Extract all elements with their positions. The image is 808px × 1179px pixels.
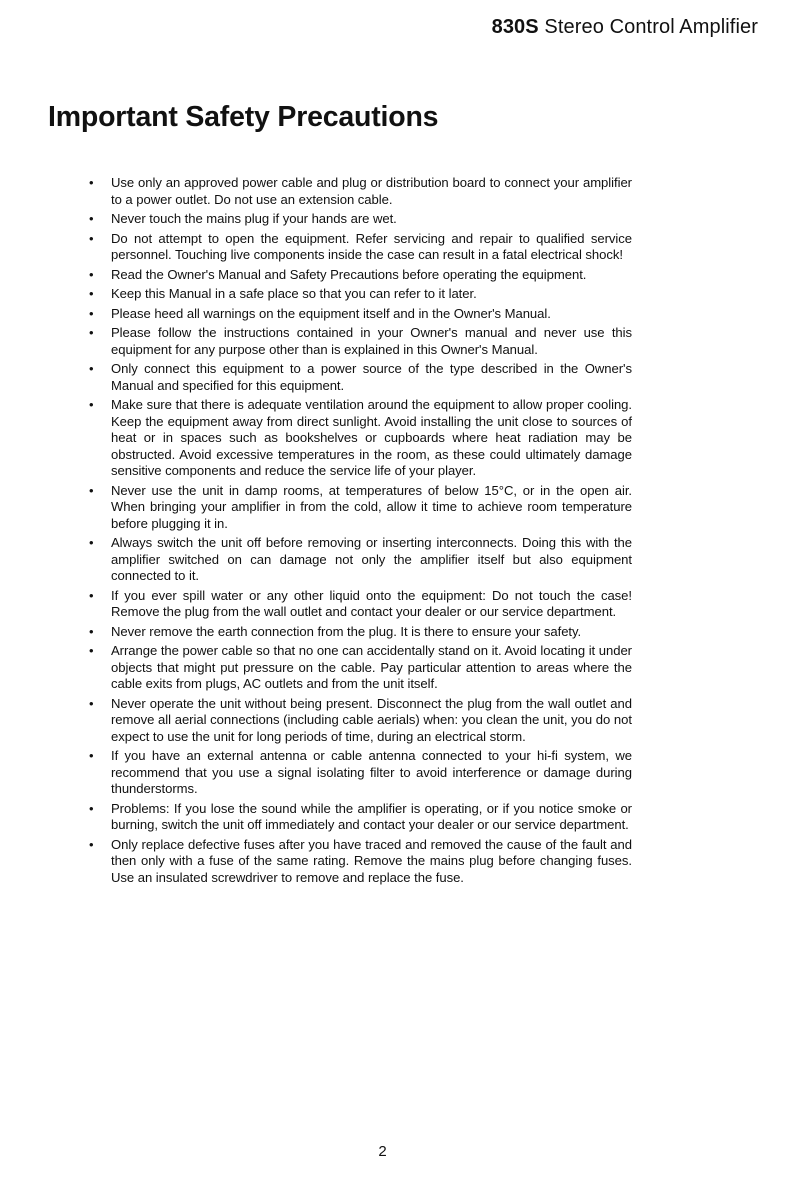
precaution-item: [89, 267, 632, 284]
precaution-text: Keep this Manual in a safe place so that you can refer to it later.: [111, 286, 477, 301]
precaution-text: Never use the unit in damp rooms, at temperatures of below 15°C, or in the open air. When bringing your amplifier in from the cold, allow it time to achieve room temperature before plugging it in.: [111, 482, 632, 531]
bullet-icon: •: [89, 305, 94, 321]
precaution-item: [89, 325, 632, 358]
precaution-text: Please follow the instructions contained in your Owner's manual and never use this equipment for any purpose other than is explained in this Owner's Manual.: [111, 325, 632, 357]
precaution-text: If you ever spill water or any other liquid onto the equipment: Do not touch the case! Remove the plug from the wall outlet and contact your dealer or our service department.: [111, 587, 632, 619]
bullet-icon: •: [89, 748, 94, 763]
precaution-item: [89, 801, 632, 834]
bullet-icon: •: [89, 587, 94, 603]
precaution-text: Please heed all warnings on the equipment itself and in the Owner's Manual.: [111, 305, 551, 321]
precaution-text: Do not attempt to open the equipment. Refer servicing and repair to qualified service personnel. Touching live components inside the case can result in a fatal electrical shock!: [111, 230, 632, 262]
precaution-item: [89, 397, 632, 480]
precaution-item: [89, 483, 632, 533]
precaution-item: [89, 306, 632, 323]
precaution-item: [89, 696, 632, 746]
precaution-item: [89, 286, 632, 303]
page-title: Important Safety Precautions: [48, 101, 439, 133]
precaution-text: Use only an approved power cable and plug or distribution board to connect your amplifier to a power outlet. Do not use an extension cable.: [111, 175, 632, 207]
precaution-item: [89, 588, 632, 621]
precaution-text: Only replace defective fuses after you have traced and removed the cause of the fault and then only with a fuse of the same rating. Remove the mains plug before changing fuses. Use an insulated screwdriver to remove and replace the fuse.: [111, 836, 632, 885]
header-model: 830S: [491, 16, 539, 38]
bullet-icon: •: [89, 482, 94, 498]
precaution-item: [89, 175, 632, 208]
bullet-icon: •: [89, 325, 94, 340]
bullet-icon: •: [89, 836, 94, 852]
header-product: Stereo Control Amplifier: [544, 16, 758, 38]
precaution-item: [89, 361, 632, 394]
page-number: 2: [378, 1143, 387, 1160]
bullet-icon: •: [89, 175, 94, 190]
bullet-icon: •: [89, 623, 94, 639]
precaution-item: [89, 211, 632, 228]
bullet-icon: •: [89, 286, 94, 301]
precaution-text: Make sure that there is adequate ventilation around the equipment to allow proper cooling. Keep the equipment away from direct sunlight. Avoid installing the unit close to sources of heat or in spaces such as bookshelves or cupboards where heat radiation may be obstructed. Avoid excessive temperatures in the room, as these could ultimately damage sensitive components and reduce the service life of your player.: [111, 397, 632, 478]
precaution-text: If you have an external antenna or cable antenna connected to your hi-fi system, we recommend that you use a signal isolating filter to avoid interference or damage during thunderstorms.: [111, 748, 632, 796]
precaution-item: [89, 624, 632, 641]
precaution-text: Never remove the earth connection from the plug. It is there to ensure your safety.: [111, 623, 582, 639]
precaution-text: Never touch the mains plug if your hands are wet.: [111, 211, 397, 226]
bullet-icon: •: [89, 230, 94, 246]
precaution-text: Arrange the power cable so that no one can accidentally stand on it. Avoid locating it under objects that might put pressure on the cable. Pay particular attention to areas where the cable exits from plugs, AC outlets and from the unit itself.: [111, 643, 632, 691]
precautions-list: [89, 175, 632, 889]
precaution-text: Problems: If you lose the sound while the amplifier is operating, or if you notice smoke or burning, switch the unit off immediately and contact your dealer or our service department.: [111, 800, 632, 832]
precaution-text: Only connect this equipment to a power source of the type described in the Owner's Manual and specified for this equipment.: [111, 361, 632, 393]
precaution-item: [89, 643, 632, 693]
bullet-icon: •: [89, 800, 94, 816]
precaution-text: Always switch the unit off before removing or inserting interconnects. Doing this with the amplifier switched on can damage not only the amplifier itself but also equipment connected to it.: [111, 535, 632, 583]
precaution-text: Read the Owner's Manual and Safety Precautions before operating the equipment.: [111, 266, 587, 282]
precaution-item: [89, 837, 632, 887]
bullet-icon: •: [89, 695, 94, 711]
bullet-icon: •: [89, 397, 94, 412]
page-header: [492, 16, 758, 39]
bullet-icon: •: [89, 266, 94, 282]
precaution-item: [89, 748, 632, 798]
bullet-icon: •: [89, 211, 94, 226]
bullet-icon: •: [89, 361, 94, 376]
precaution-item: [89, 231, 632, 264]
bullet-icon: •: [89, 535, 94, 550]
precaution-item: [89, 535, 632, 585]
bullet-icon: •: [89, 643, 94, 658]
precaution-text: Never operate the unit without being present. Disconnect the plug from the wall outlet and remove all aerial connections (including cable aerials) when: you clean the unit, you do not expect to use the unit for long periods of time, during an electrical storm.: [111, 695, 632, 744]
